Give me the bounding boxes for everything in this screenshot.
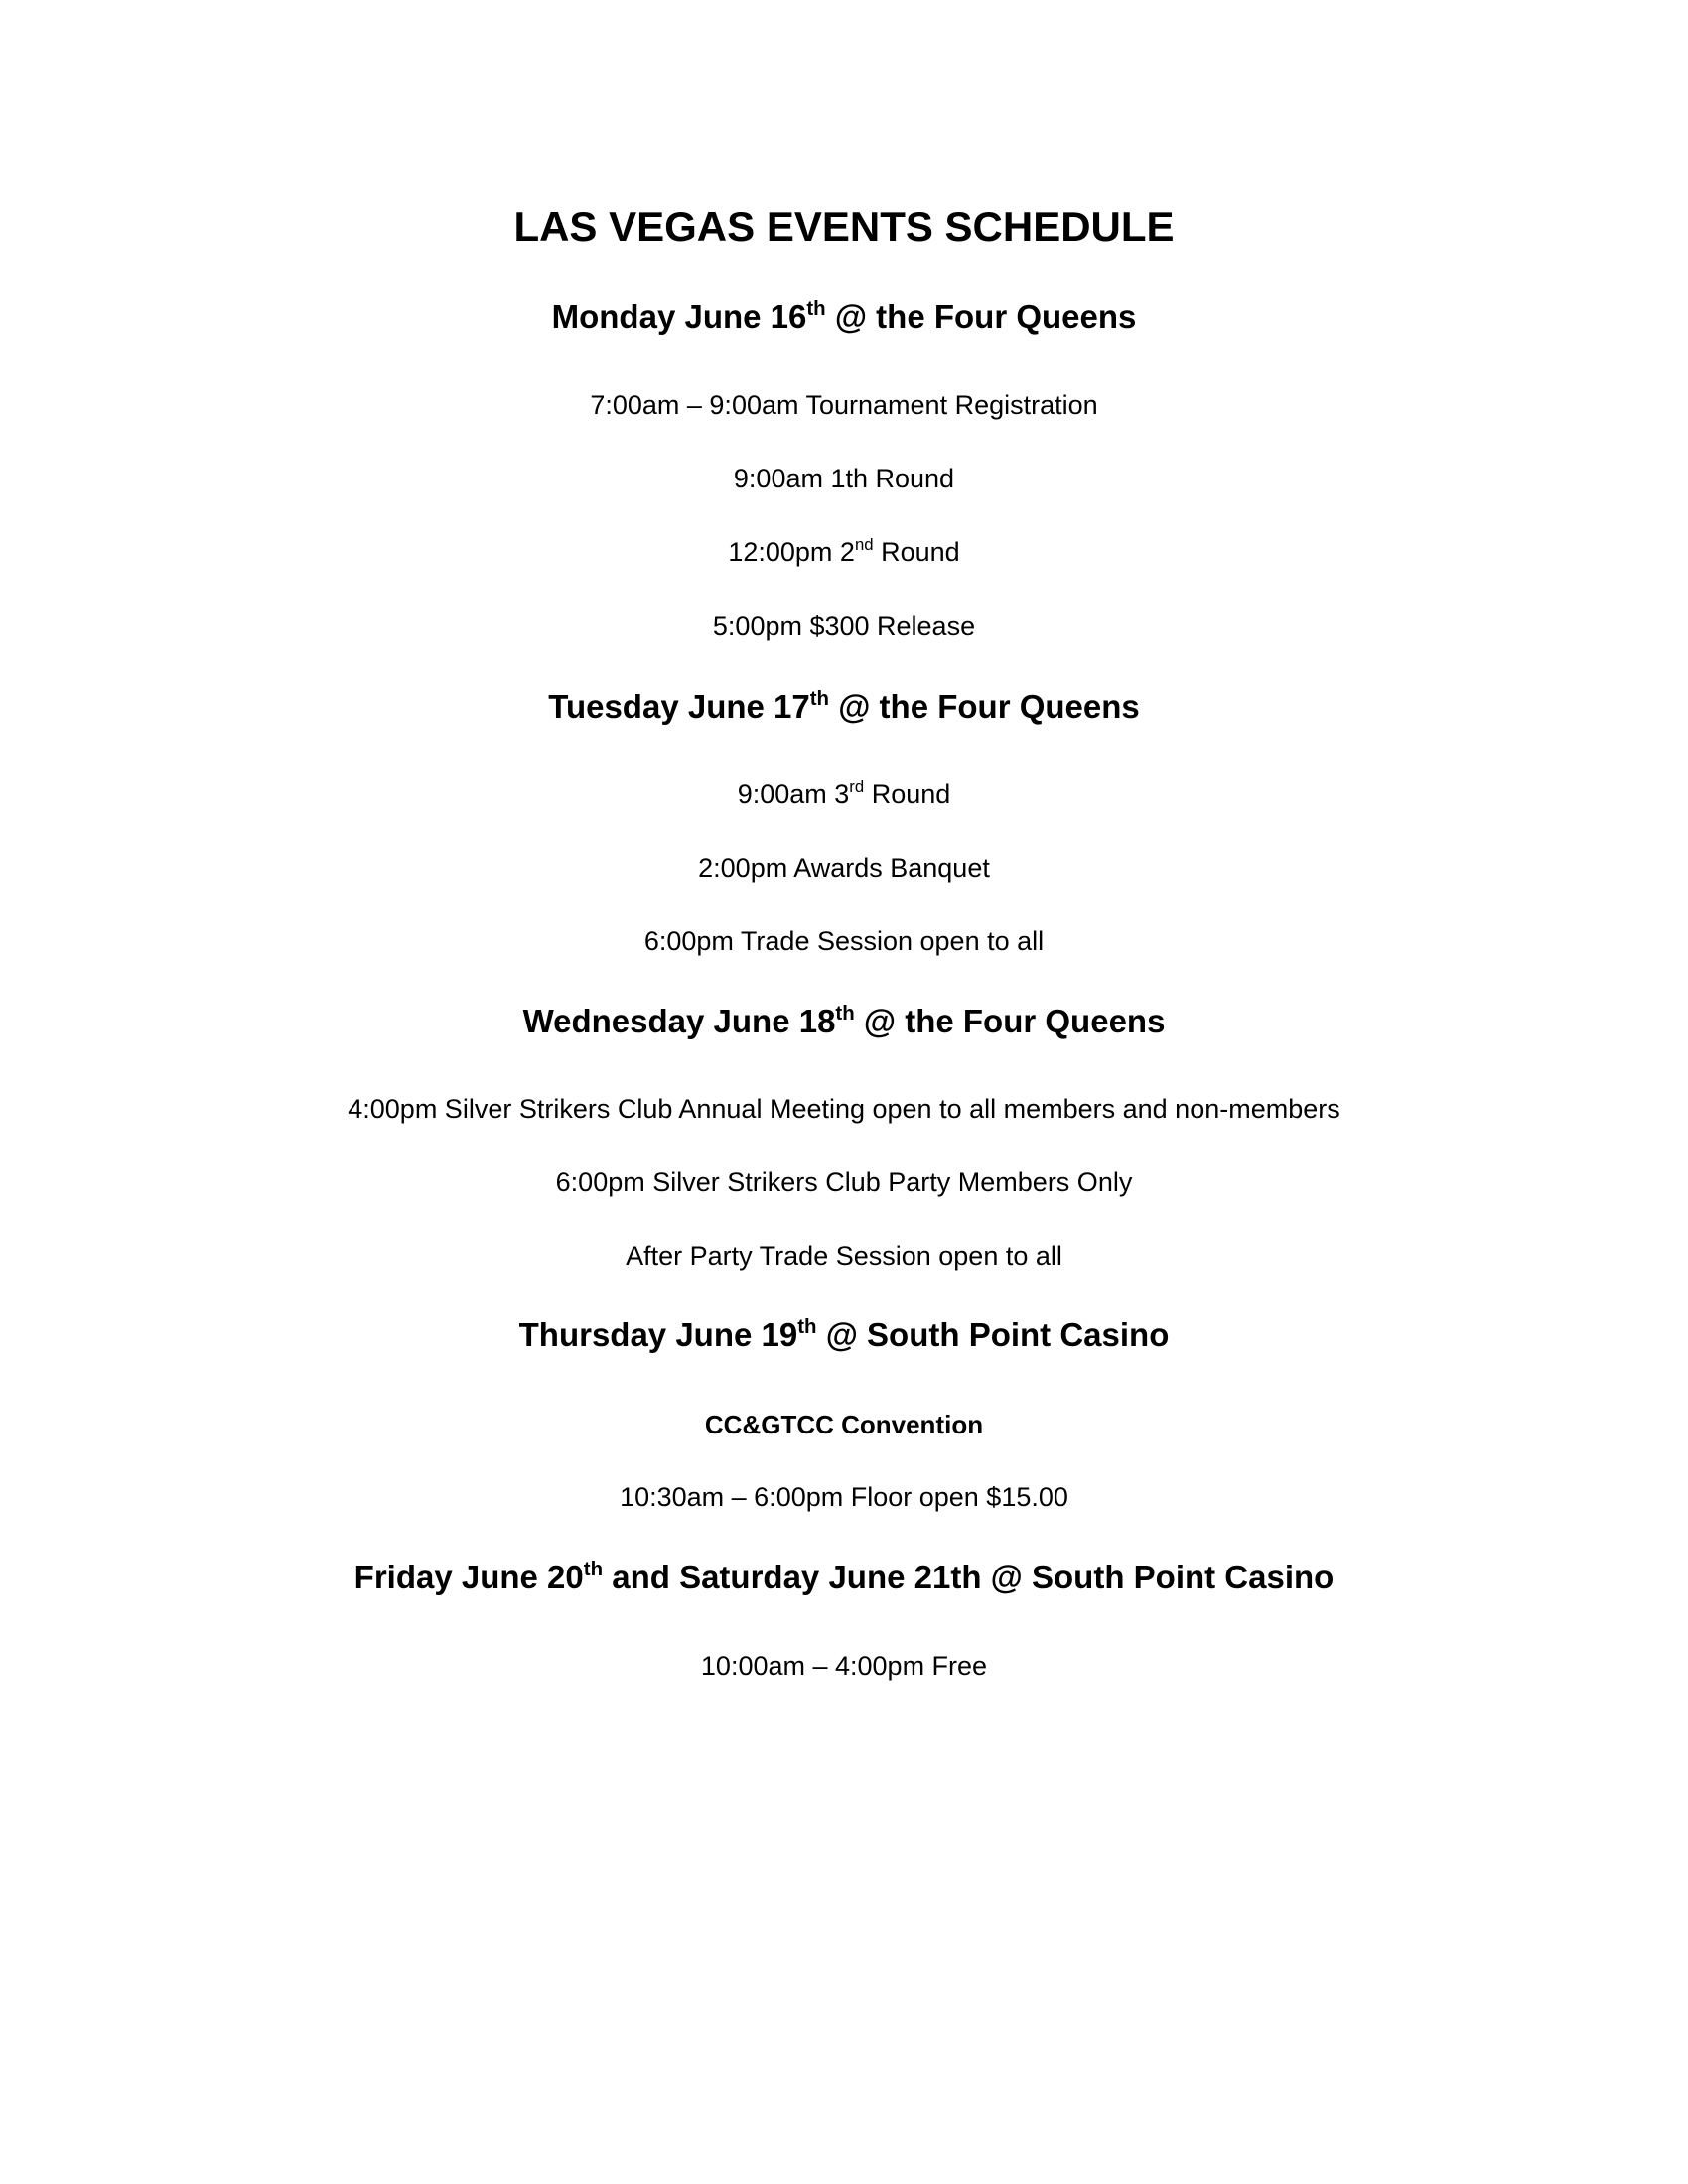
event-line: 12:00pm 2nd Round bbox=[728, 535, 960, 567]
event-line: 9:00am 3rd Round bbox=[737, 777, 951, 809]
event-line: 10:30am – 6:00pm Floor open $15.00 bbox=[620, 1482, 1068, 1512]
day-heading-friday-saturday: Friday June 20th and Saturday June 21th @ South Point Casino bbox=[353, 1557, 1335, 1595]
event-line: 9:00am 1th Round bbox=[733, 464, 955, 493]
event-line: 5:00pm $300 Release bbox=[712, 612, 976, 641]
event-line: 10:00am – 4:00pm Free bbox=[700, 1651, 988, 1681]
convention-subheading: CC&GTCC Convention bbox=[704, 1410, 984, 1439]
event-line: 6:00pm Trade Session open to all bbox=[643, 926, 1045, 956]
page-title: LAS VEGAS EVENTS SCHEDULE bbox=[513, 204, 1175, 250]
event-line: 6:00pm Silver Strikers Club Party Members Only bbox=[555, 1167, 1133, 1197]
event-line: 7:00am – 9:00am Tournament Registration bbox=[590, 390, 1098, 420]
day-heading-wednesday: Wednesday June 18th @ the Four Queens bbox=[522, 1001, 1166, 1039]
event-line: 4:00pm Silver Strikers Club Annual Meeting open to all members and non-members bbox=[348, 1094, 1340, 1124]
day-heading-tuesday: Tuesday June 17th @ the Four Queens bbox=[548, 686, 1140, 725]
day-heading-thursday: Thursday June 19th @ South Point Casino bbox=[518, 1314, 1170, 1353]
day-heading-monday: Monday June 16th @ the Four Queens bbox=[551, 296, 1137, 335]
event-line: After Party Trade Session open to all bbox=[626, 1241, 1062, 1271]
event-line: 2:00pm Awards Banquet bbox=[698, 853, 990, 883]
